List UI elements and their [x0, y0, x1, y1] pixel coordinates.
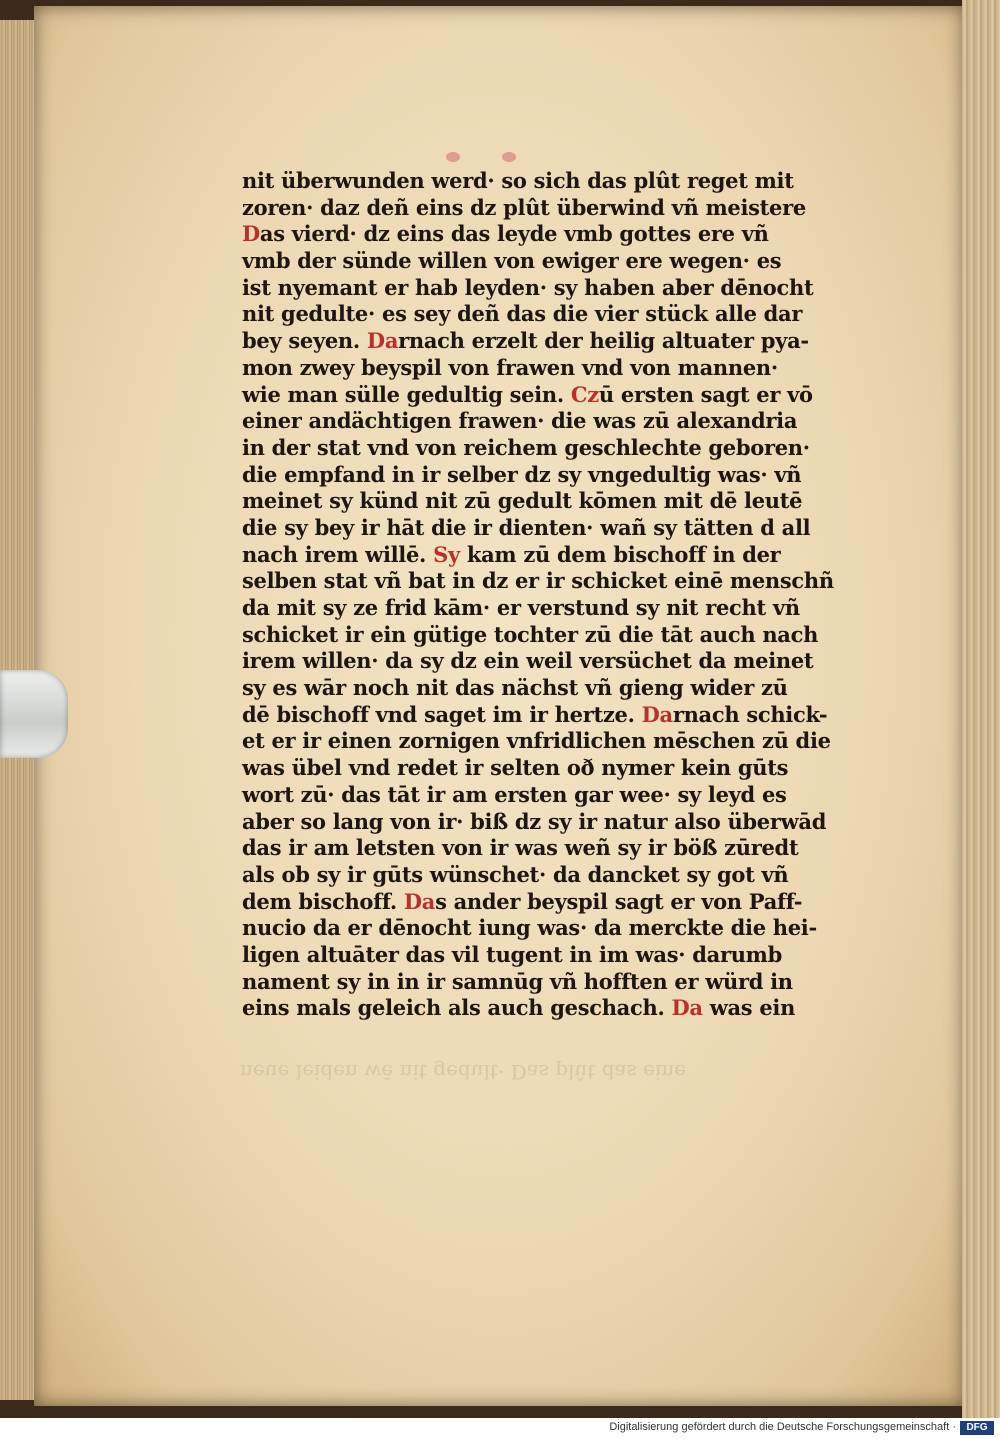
text-line: was übel vnd redet ir selten oð nymer kein gūts [242, 755, 789, 781]
text-line: bey seyen. Darnach erzelt der heilig altuater pya- [242, 328, 809, 354]
footer-bar [0, 1418, 1000, 1439]
text-line: die empfand in ir selber dz sy vngedultig was· vñ [242, 461, 802, 487]
text-line: nament sy in in ir samnūg vñ hofften er würd in [242, 968, 793, 994]
text-line: wort zū· das tāt ir am ersten gar wee· sy leyd es [242, 781, 787, 807]
text-line: irem willen· da sy dz ein weil versüchet da meinet [242, 648, 814, 674]
text-line: vmb der sünde willen von ewiger ere wegen· es [242, 248, 782, 274]
right-page-edges [962, 0, 1000, 1418]
text-line: da mit sy ze frid kām· er verstund sy nit recht vñ [242, 595, 800, 620]
text-line: zoren· daz deñ eins dz plût überwind vñ meistere [242, 194, 806, 220]
text-line: die sy bey ir hāt die ir dienten· wañ sy tätten d all [242, 514, 811, 540]
text-line: meinet sy künd nit zū gedult kōmen mit dē leutē [242, 488, 803, 514]
bleed-through-text: neue leiden wē nit gedult· Das plût das eine [240, 1060, 687, 1084]
text-block [242, 168, 834, 1022]
dfg-logo-icon: DFG [960, 1421, 994, 1435]
text-line: einer andächtigen frawen· die was zū alexandria [242, 408, 798, 434]
text-line: schicket ir ein gütige tochter zū die tāt auch nach [242, 621, 819, 647]
text-line: aber so lang von ir· biß dz sy ir natur also überwād [242, 808, 827, 834]
red-ink-mark [446, 152, 460, 162]
text-line: nucio da er dēnocht iung was· da merckte die hei- [242, 915, 817, 941]
text-line: dem bischoff. Das ander beyspil sagt er von Paff- [242, 888, 803, 914]
text-line: wie man sülle gedultig sein. Czū ersten sagt er vō [242, 381, 813, 407]
text-line: dē bischoff vnd saget im ir hertze. Darnach schick- [242, 701, 828, 727]
red-ink-mark [502, 152, 516, 162]
text-line: in der stat vnd von reichem geschlechte geboren· [242, 434, 810, 460]
text-line: ligen altuāter das vil tugent in im was· darumb [242, 941, 782, 967]
text-line: das ir am letsten von ir was weñ sy ir böß zūredt [242, 835, 799, 861]
text-line: et er ir einen zornigen vnfridlichen mēschen zū die [242, 728, 831, 754]
text-line: sy es wār noch nit das nächst vñ gieng wider zū [242, 675, 788, 701]
text-line: nit gedulte· es sey deñ das die vier stück alle dar [242, 301, 803, 327]
text-line: als ob sy ir gūts wünschet· da dancket sy got vñ [242, 861, 789, 887]
text-line: nach irem willē. Sy kam zū dem bischoff in der [242, 541, 781, 567]
text-line: nit überwunden werd· so sich das plût reget mit [242, 168, 794, 193]
footer-credit: Digitalisierung gefördert durch die Deutsche Forschungsgemeinschaft · [609, 1421, 956, 1433]
page-clip [0, 670, 68, 758]
text-line: ist nyemant er hab leyden· sy haben aber dēnocht [242, 274, 814, 300]
text-line: selben stat vñ bat in dz er ir schicket einē menschñ [242, 568, 834, 594]
text-line: Das vierd· dz eins das leyde vmb gottes ere vñ [242, 221, 769, 247]
text-line: mon zwey beyspil von frawen vnd von mannen· [242, 354, 778, 380]
text-line: eins mals geleich als auch geschach. Da was ein [242, 995, 796, 1021]
